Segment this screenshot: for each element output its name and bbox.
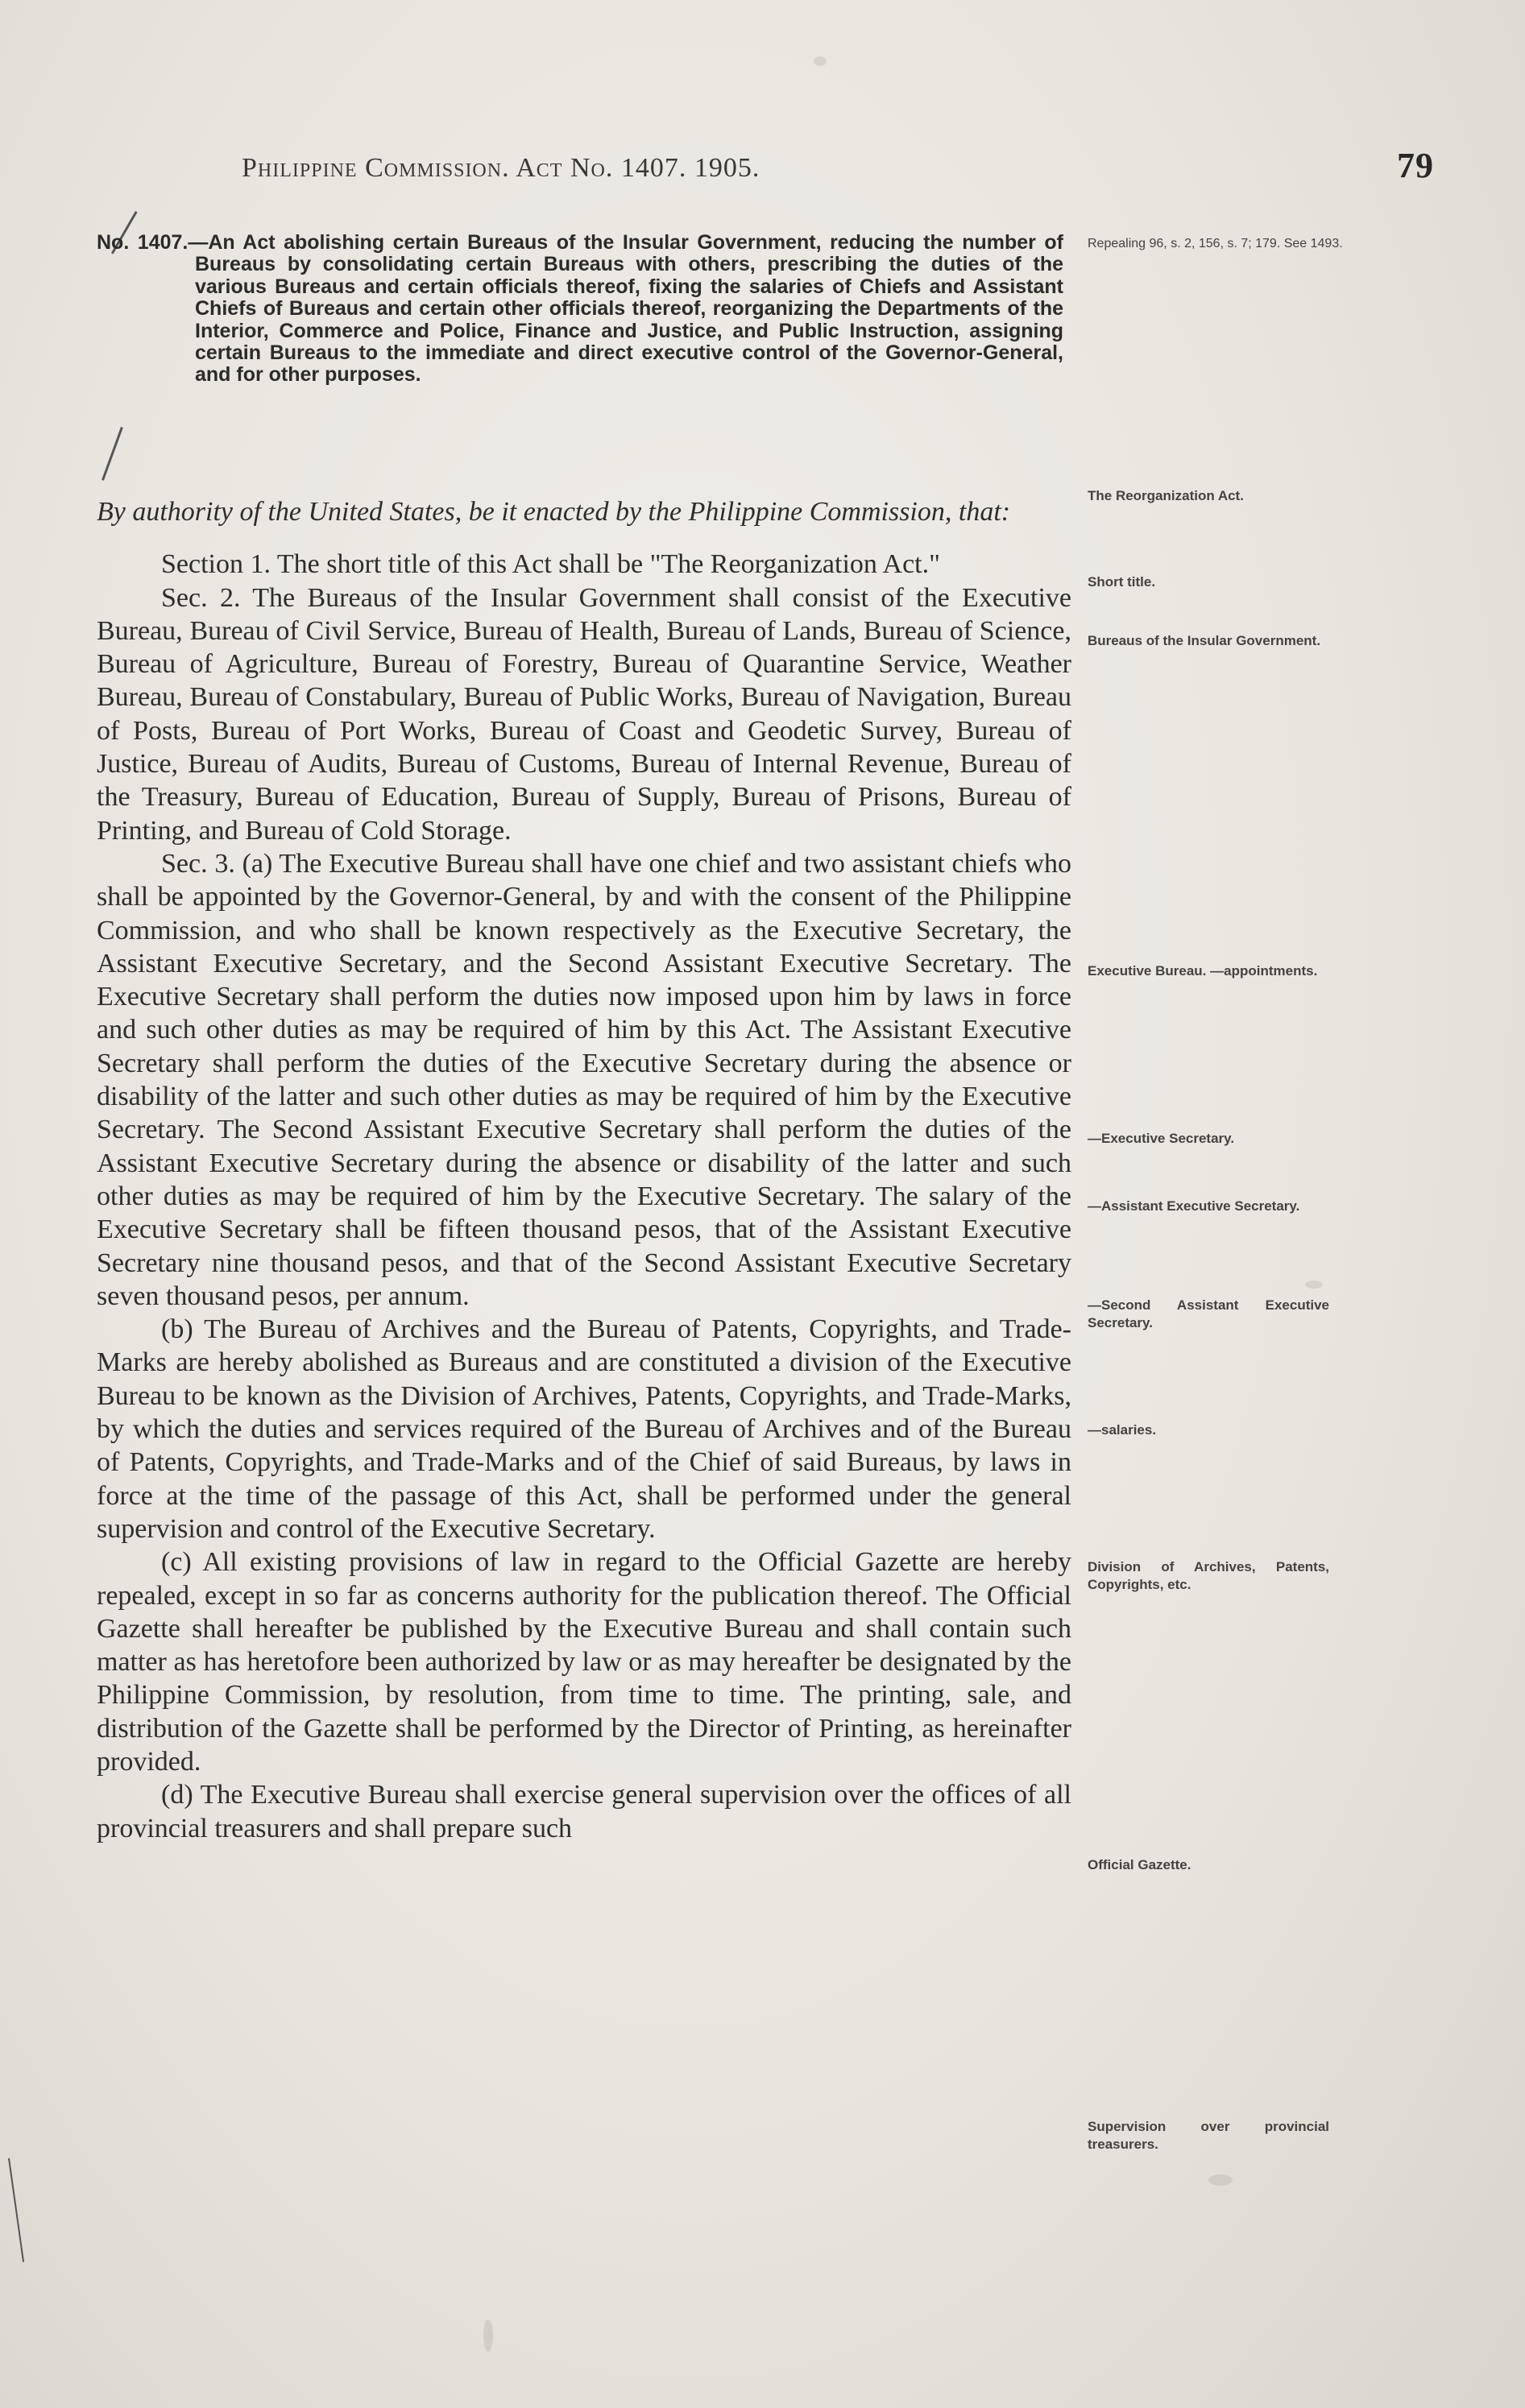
margin-note-executive-secretary: —Executive Secretary. [1088,1131,1235,1146]
margin-note-official-gazette: Official Gazette. [1088,1857,1191,1872]
margin-note-reorganization-act: The Reorganization Act. [1088,488,1244,503]
section-3-d: (d) The Executive Bureau shall exercise general supervision over the offices of all provincial treasurers and shall prepare such [97,1780,1071,1843]
paper-blemish [483,2319,493,2352]
margin-note-assistant-secretary: —Assistant Executive Secretary. [1088,1198,1300,1214]
act-heading: No. 1407.—An Act abolishing certain Bureaus of the Insular Government, reducing the number of Bureaus by consolidating certain Bureaus with others, prescribing the duties of the various Bureaus and certain officials thereof, fixing the salaries of Chiefs and Assistant Chiefs of Bureaus and certain other officials thereof, reorganizing the Departments of the Interior, Commerce and Police, Finance and Justice, and Public Instruction, assigning certain Bureaus to the immediate and direct executive control of the Governor-General, and for other purposes. [97,231,1063,387]
section-3-a: Sec. 3. (a) The Executive Bureau shall have one chief and two assistant chiefs who shall be appointed by the Governor-General, by and with the consent of the Philippine Commission, and who shall be known respectively as the Executive Secretary, the Assistant Executive Secretary, and the Second Assistant Executive Secretary. The Executive Secretary shall perform the duties now imposed upon him by laws in force and such other duties as may be required of him by this Act. The Assistant Executive Secretary shall perform the duties of the Executive Secretary during the absence or disability of the latter and such other duties as may be required of him by the Executive Secretary. The Second Assistant Executive Secretary shall perform the duties of the Assistant Executive Secretary during the absence or disability of the latter and such other duties as may be required of him by the Executive Secretary. The salary of the Executive Secretary shall be fifteen thousand pesos, that of the Assistant Executive Secretary nine thousand pesos, and that of the Second Assistant Executive Secretary seven thousand pesos, per annum. [97,848,1071,1311]
page-number: 79 [1397,146,1434,185]
section-3-b: (b) The Bureau of Archives and the Bureau of Patents, Copyrights, and Trade-Marks are hereby abolished as Bureaus and are constituted a division of the Executive Bureau to be known as the Division of Archives, Patents, Copyrights, and Trade-Marks, by which the duties and services required of the Bureau of Archives and of the Bureau of Patents, Copyrights, and Trade-Marks and of the Chief of said Bureaus, by laws in force at the time of the passage of this Act, shall be performed under the general supervision and control of the Executive Secretary. [97,1314,1071,1544]
section-3-c: (c) All existing provisions of law in regard to the Official Gazette are hereby repealed, except in so far as concerns authority for the publication thereof. The Official Gazette shall hereafter be published by the Executive Bureau and shall contain such matter as has heretofore been authorized by law or as may hereafter be designated by the Philippine Commission, by resolution, from time to time. The printing, sale, and distribution of the Gazette shall be performed by the Director of Printing, as hereinafter provided. [97,1547,1071,1777]
margin-note-salaries: —salaries. [1088,1422,1157,1438]
pencil-slash-mark [102,427,123,481]
paper-blemish [814,56,827,66]
act-title-block [97,232,1063,387]
margin-note-repealing: Repealing 96, s. 2, 156, s. 7; 179. See 1493. [1088,237,1343,250]
margin-note-supervision: Supervision over provincial treasurers. [1088,2119,1329,2152]
margin-note-division-archives: Division of Archives, Patents, Copyrights, etc. [1088,1559,1329,1592]
page-header [242,146,1434,201]
running-head: Philippine Commission. Act No. 1407. 1905. [242,153,760,183]
page-edge-mark [8,2158,24,2262]
margin-note-short-title: Short title. [1088,574,1156,590]
enacting-clause: By authority of the United States, be it enacted by the Philippine Commission, that: [97,497,1011,527]
paper-blemish [1305,1281,1323,1289]
act-body [97,495,1071,1845]
paper-blemish [1208,2174,1233,2186]
section-1: Section 1. The short title of this Act shall be "The Reorganization Act." [161,549,940,580]
section-2: Sec. 2. The Bureaus of the Insular Government shall consist of the Executive Bureau, Bureau of Civil Service, Bureau of Health, Bureau of Lands, Bureau of Science, Bureau of Agriculture, Bureau of Forestry, Bureau of Quarantine Service, Weather Bureau, Bureau of Constabulary, Bureau of Public Works, Bureau of Navigation, Bureau of Posts, Bureau of Port Works, Bureau of Coast and Geodetic Survey, Bureau of Justice, Bureau of Audits, Bureau of Customs, Bureau of Internal Revenue, Bureau of the Treasury, Bureau of Education, Bureau of Supply, Bureau of Prisons, Bureau of Printing, and Bureau of Cold Storage. [97,582,1071,846]
margin-note-second-assistant: —Second Assistant Executive Secretary. [1088,1297,1329,1330]
margin-note-executive-bureau: Executive Bureau. —appointments. [1088,963,1318,979]
margin-note-bureaus: Bureaus of the Insular Government. [1088,633,1321,648]
